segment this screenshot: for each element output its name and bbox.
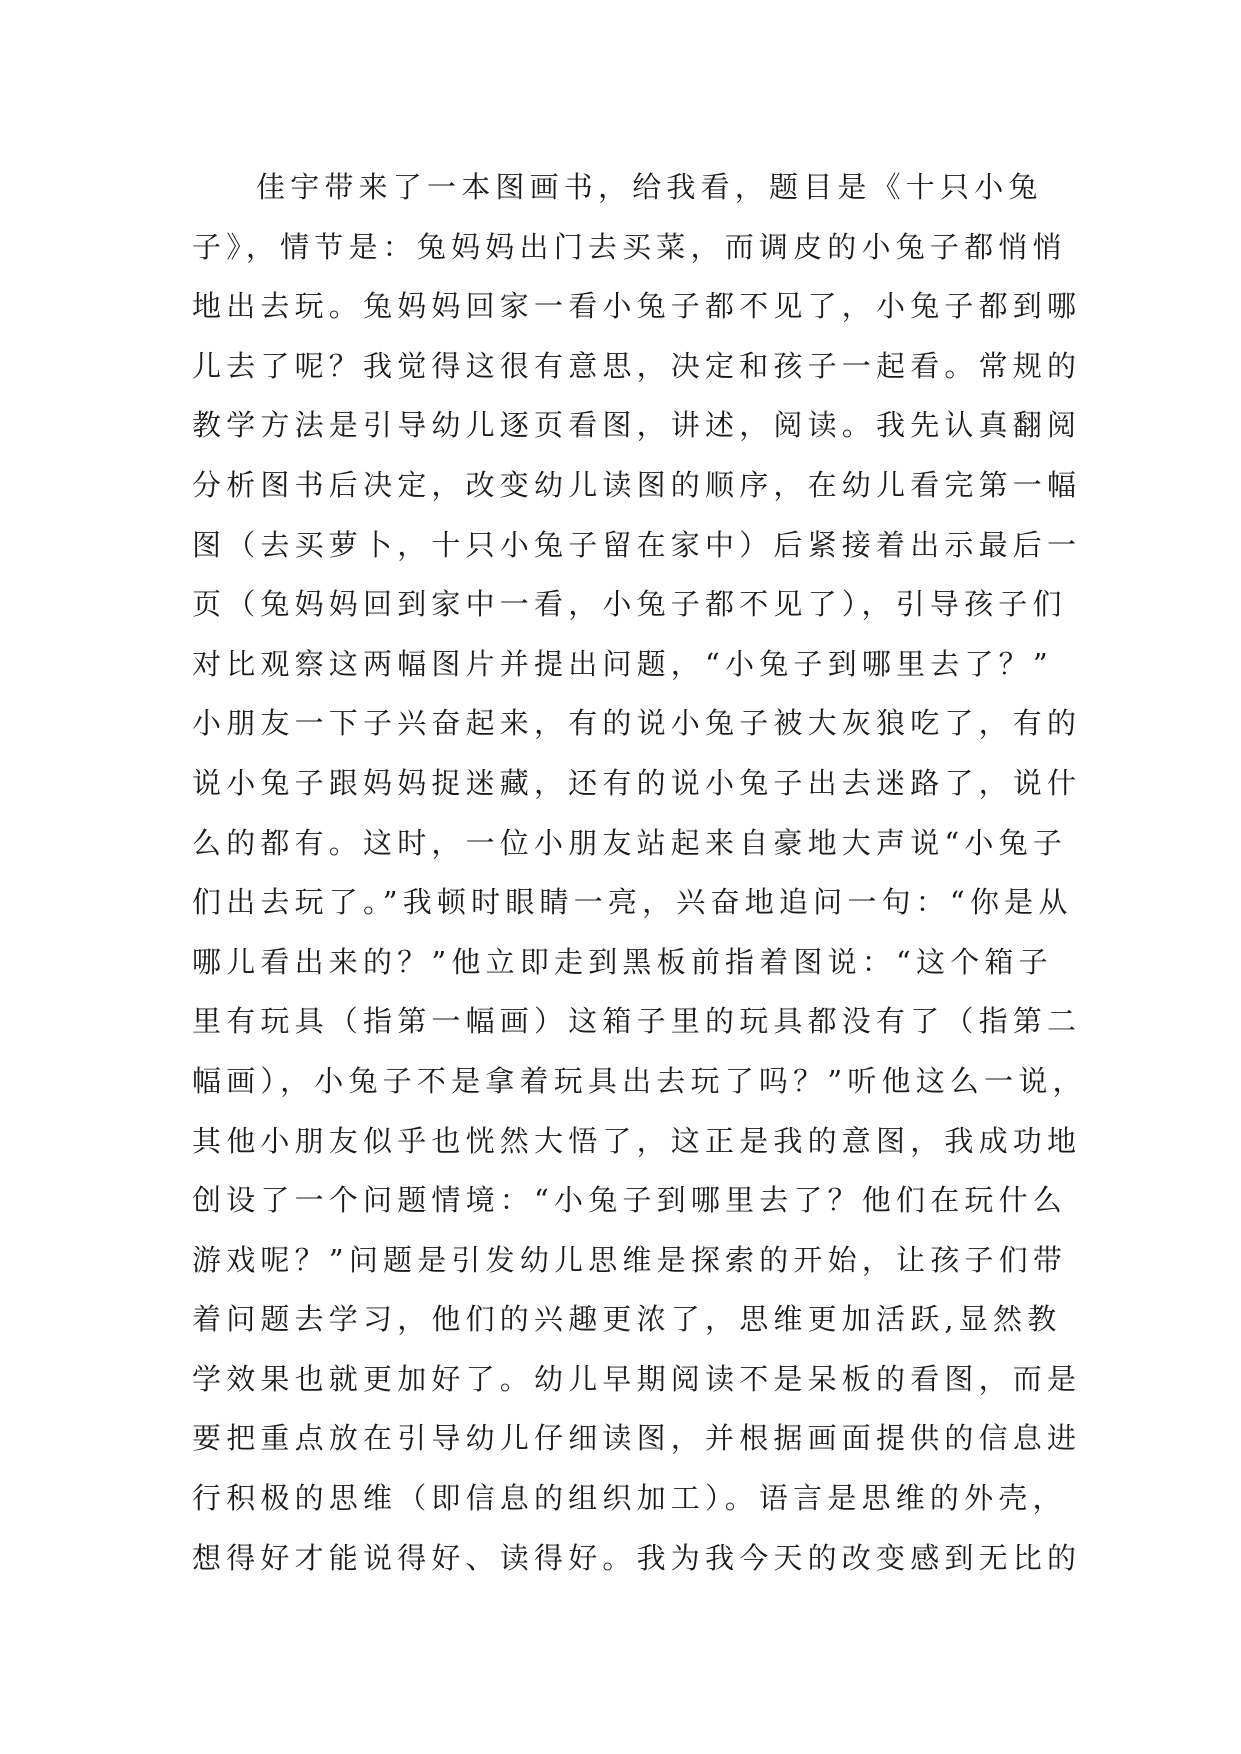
text-line: 图（去买萝卜，十只小兔子留在家中）后紧接着出示最后一 [192, 527, 1082, 562]
text-line: 幅画），小兔子不是拿着玩具出去玩了吗？”听他这么一说， [192, 1063, 1087, 1098]
text-line: 里有玩具（指第一幅画）这箱子里的玩具都没有了（指第二 [192, 1004, 1082, 1039]
text-line: 们出去玩了。”我顿时眼睛一亮，兴奋地追问一句：“你是从 [192, 885, 1073, 920]
text-line: 哪儿看出来的？”他立即走到黑板前指着图说：“这个箱子 [192, 944, 1053, 979]
text-line: 佳宇带来了一本图画书，给我看，题目是《十只小兔 [256, 170, 1043, 204]
text-line: 想得好才能说得好、读得好。我为我今天的改变感到无比的 [192, 1540, 1082, 1575]
text-line: 教学方法是引导幼儿逐页看图，讲述，阅读。我先认真翻阅 [192, 408, 1082, 443]
text-line: 地出去玩。兔妈妈回家一看小兔子都不见了，小兔子都到哪 [192, 289, 1082, 324]
text-line: 页（兔妈妈回到家中一看，小兔子都不见了），引导孩子们 [192, 587, 1067, 622]
text-line: 学效果也就更加好了。幼儿早期阅读不是呆板的看图，而是 [192, 1361, 1082, 1396]
text-line: 分析图书后决定，改变幼儿读图的顺序，在幼儿看完第一幅 [192, 467, 1082, 502]
text-line: 儿去了呢？我觉得这很有意思，决定和孩子一起看。常规的 [192, 348, 1082, 383]
text-line: 小朋友一下子兴奋起来，有的说小兔子被大灰狼吃了，有的 [192, 706, 1082, 741]
text-line: 么的都有。这时，一位小朋友站起来自豪地大声说“小兔子 [192, 825, 1068, 860]
text-line: 着问题去学习，他们的兴趣更浓了，思维更加活跃,显然教 [192, 1302, 1062, 1337]
text-line: 其他小朋友似乎也恍然大悟了，这正是我的意图，我成功地 [192, 1123, 1082, 1158]
text-line: 要把重点放在引导幼儿仔细读图，并根据画面提供的信息进 [192, 1421, 1082, 1456]
text-line: 对比观察这两幅图片并提出问题，“小兔子到哪里去了？” [192, 646, 1053, 681]
text-line: 说小兔子跟妈妈捉迷藏，还有的说小兔子出去迷路了，说什 [192, 765, 1082, 800]
text-line: 游戏呢？”问题是引发幼儿思维是探索的开始，让孩子们带 [192, 1242, 1068, 1277]
body-paragraph [192, 158, 1087, 1588]
text-line: 行积极的思维（即信息的组织加工）。语言是思维的外壳， [192, 1481, 1067, 1516]
text-line: 子》，情节是：兔妈妈出门去买菜，而调皮的小兔子都悄悄 [192, 229, 1067, 264]
text-line: 创设了一个问题情境：“小兔子到哪里去了？他们在玩什么 [192, 1183, 1068, 1218]
